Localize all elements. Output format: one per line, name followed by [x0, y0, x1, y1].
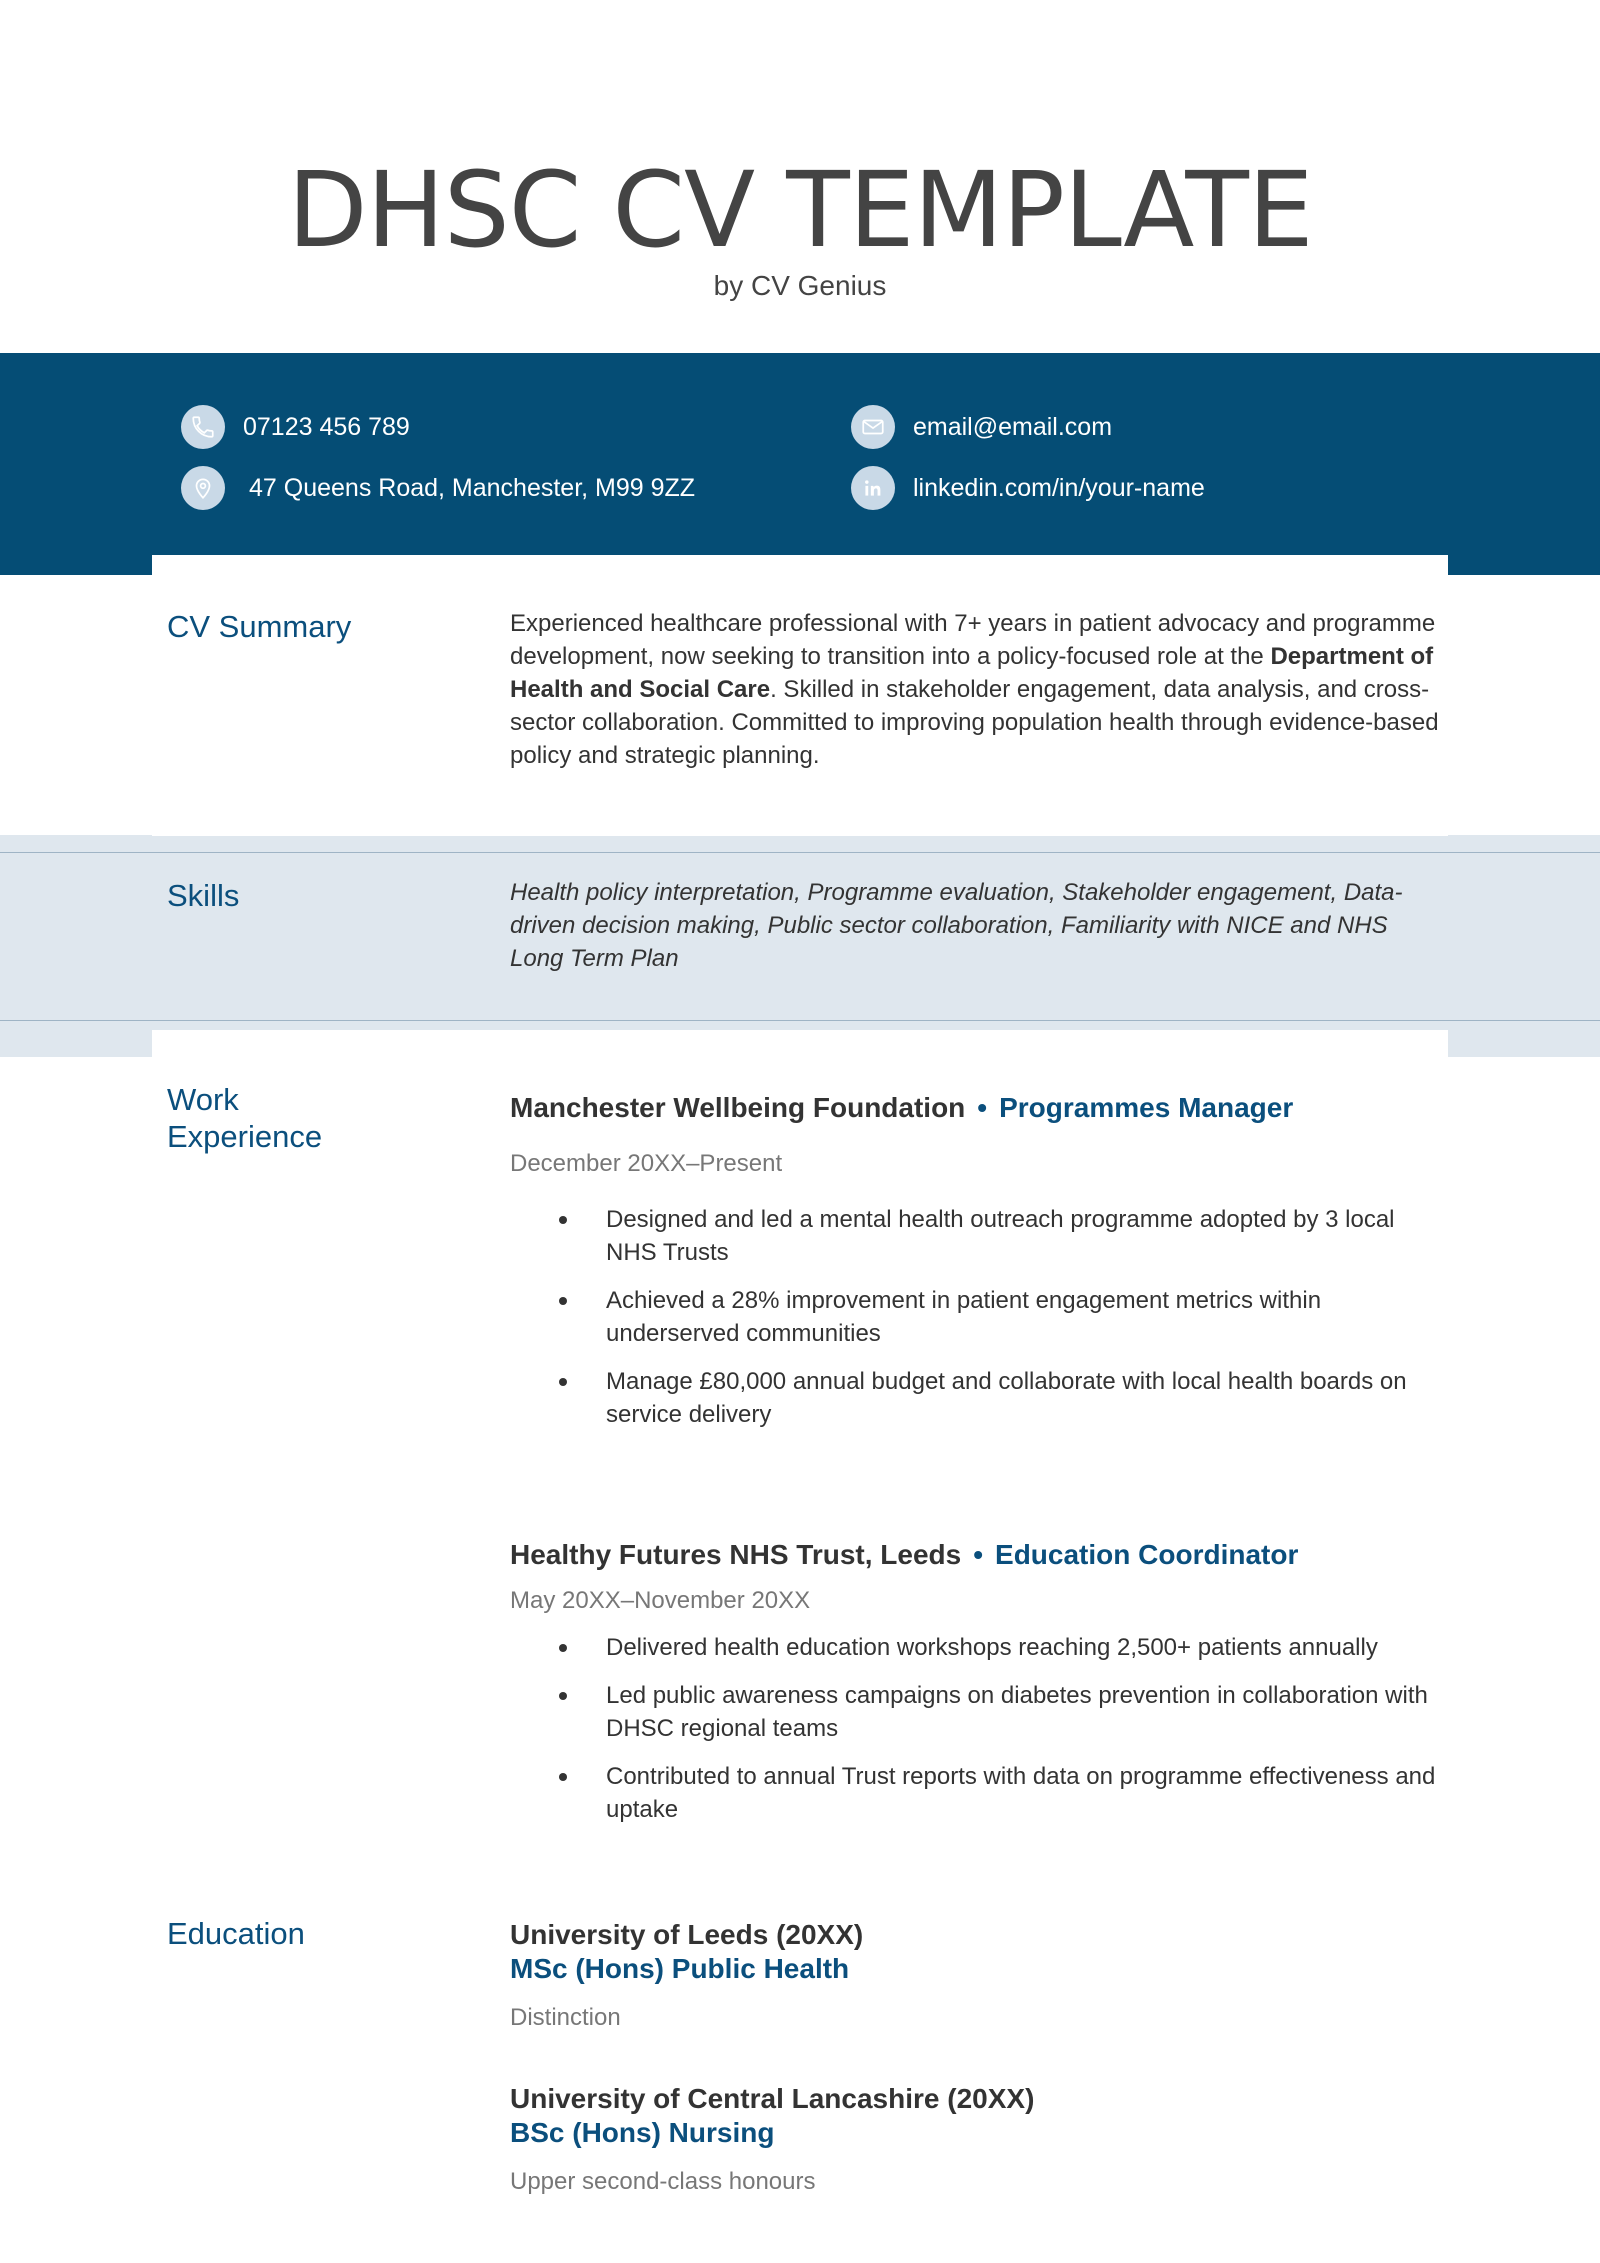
phone-icon	[181, 405, 225, 449]
job-role: Programmes Manager	[999, 1092, 1294, 1123]
education-heading: Education	[167, 1916, 305, 1951]
summary-text-emphasis: Department of Health and Social Care	[510, 643, 1434, 703]
job-role: Education Coordinator	[995, 1539, 1299, 1570]
job-employer: Manchester Wellbeing Foundation	[510, 1092, 966, 1123]
contact-linkedin[interactable]	[851, 466, 1205, 510]
education-institution: University of Leeds (20XX)	[510, 1919, 864, 1950]
skills-text: Health policy interpretation, Programme evaluation, Stakeholder engagement, Data-driven decision making, Public sector collaboration, Familiarity with NICE and NHS Long Term Plan	[510, 879, 1403, 972]
contact-address	[181, 466, 695, 510]
linkedin-text: linkedin.com/in/your-name	[913, 473, 1205, 502]
education-degree: BSc (Hons) Nursing	[510, 2117, 775, 2148]
email-text: email@email.com	[913, 412, 1113, 441]
education-note: Upper second-class honours	[510, 2168, 816, 2195]
job-header	[510, 1539, 1450, 1571]
job-entry	[510, 1539, 1450, 1841]
summary-text-part: Experienced healthcare professional with 7+ years in patient advocacy and programme development, now seeking to transition into a policy-focused role at the	[510, 610, 1436, 670]
list-item: Designed and led a mental health outreach programme adopted by 3 local NHS Trusts	[510, 1203, 1450, 1269]
contact-phone[interactable]	[181, 405, 410, 449]
job-bullets	[510, 1203, 1450, 1431]
education-institution: University of Central Lancashire (20XX)	[510, 2083, 1035, 2114]
contact-email[interactable]	[851, 405, 1112, 449]
job-bullets	[510, 1631, 1450, 1826]
list-item: Delivered health education workshops reaching 2,500+ patients annually	[510, 1631, 1450, 1664]
job-entry	[510, 1092, 1450, 1446]
email-icon	[851, 405, 895, 449]
job-employer: Healthy Futures NHS Trust, Leeds	[510, 1539, 962, 1570]
job-dates: December 20XX–Present	[510, 1150, 783, 1177]
phone-text: 07123 456 789	[243, 412, 410, 441]
list-item: Achieved a 28% improvement in patient engagement metrics within underserved communities	[510, 1284, 1450, 1350]
experience-heading-line: Work	[167, 1082, 239, 1117]
experience-heading-line: Experience	[167, 1119, 323, 1154]
experience-heading	[167, 1081, 322, 1155]
list-item: Led public awareness campaigns on diabetes prevention in collaboration with DHSC regional teams	[510, 1679, 1450, 1745]
contact-band	[0, 353, 1600, 575]
address-text: 47 Queens Road, Manchester, M99 9ZZ	[249, 473, 696, 502]
location-icon	[181, 466, 225, 510]
summary-text-part: . Skilled in stakeholder engagement, data analysis, and cross-sector collaboration. Committed to improving population health through evidence-based policy and strategic planning.	[510, 676, 1439, 769]
skills-paper-edge	[152, 1030, 1448, 1058]
job-separator: •	[973, 1539, 984, 1570]
linkedin-icon	[851, 466, 895, 510]
band-paper-edge	[152, 555, 1448, 585]
education-degree: MSc (Hons) Public Health	[510, 1953, 850, 1984]
education-entry	[510, 2082, 1450, 2196]
page-title: DHSC CV TEMPLATE	[287, 149, 1313, 271]
education-entry	[510, 1918, 1450, 2032]
summary-heading: CV Summary	[167, 609, 352, 644]
skills-heading: Skills	[167, 878, 240, 913]
skills-paper-edge	[152, 826, 1448, 836]
divider	[0, 852, 1600, 853]
job-header	[510, 1092, 1450, 1124]
divider	[0, 1020, 1600, 1021]
summary-text	[510, 607, 1445, 772]
list-item: Contributed to annual Trust reports with data on programme effectiveness and uptake	[510, 1760, 1450, 1826]
job-dates: May 20XX–November 20XX	[510, 1587, 811, 1614]
page-subtitle: by CV Genius	[713, 270, 887, 301]
education-note: Distinction	[510, 2004, 621, 2031]
job-separator: •	[977, 1092, 988, 1123]
list-item: Manage £80,000 annual budget and collaborate with local health boards on service delivery	[510, 1365, 1450, 1431]
